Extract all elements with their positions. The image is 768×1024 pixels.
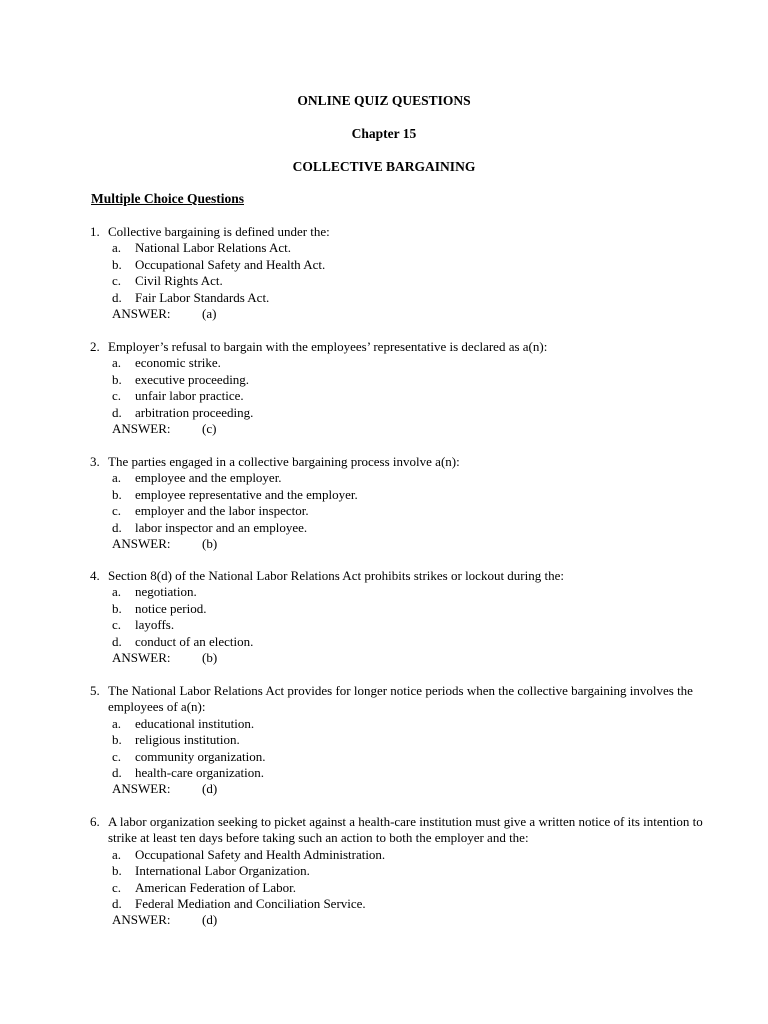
question-6 — [90, 814, 710, 929]
answer-option — [112, 847, 710, 863]
option-letter: d. — [112, 404, 122, 420]
answer-label: ANSWER: — [112, 781, 171, 797]
question-number: 4. — [90, 568, 100, 583]
answer-option — [112, 880, 710, 896]
answer-label: ANSWER: — [112, 421, 171, 437]
option-letter: d. — [112, 519, 122, 535]
answer-label: ANSWER: — [112, 912, 171, 928]
answer-value: (b) — [202, 536, 218, 552]
option-letter: b. — [112, 256, 122, 272]
option-text: Civil Rights Act. — [135, 273, 223, 289]
option-letter: b. — [112, 600, 122, 616]
answer-option — [112, 617, 710, 633]
option-text: employer and the labor inspector. — [135, 503, 309, 519]
answer-option — [112, 503, 710, 519]
answer-line — [112, 912, 710, 928]
answer-label: ANSWER: — [112, 306, 171, 322]
option-letter: d. — [112, 289, 122, 305]
question-number: 5. — [90, 683, 100, 698]
answer-option — [112, 405, 710, 421]
question-text: A labor organization seeking to picket against a health-care institution must give a written notice of its intention to strike at least ten days before taking such an action to both the employer and the: — [108, 814, 703, 846]
answer-option — [112, 257, 710, 273]
option-letter: c. — [112, 879, 122, 895]
answer-line — [112, 306, 710, 322]
chapter-heading: Chapter 15 — [351, 126, 417, 141]
option-letter: c. — [112, 273, 122, 289]
answer-option — [112, 732, 710, 748]
answer-option — [112, 584, 710, 600]
option-letter: c. — [112, 388, 122, 404]
option-text: employee and the employer. — [135, 470, 282, 486]
option-letter: a. — [112, 715, 122, 731]
answer-value: (b) — [202, 650, 218, 666]
question-text: The parties engaged in a collective bargaining process involve a(n): — [108, 454, 460, 469]
option-letter: b. — [112, 371, 122, 387]
answer-option — [112, 355, 710, 371]
option-letter: b. — [112, 863, 122, 879]
option-text: unfair labor practice. — [135, 388, 244, 404]
option-text: Federal Mediation and Conciliation Service. — [135, 896, 366, 912]
option-text: layoffs. — [135, 617, 175, 633]
option-text: American Federation of Labor. — [135, 879, 296, 895]
answer-line — [112, 781, 710, 797]
question-number: 2. — [90, 339, 100, 354]
answer-line — [112, 536, 710, 552]
option-text: Occupational Safety and Health Act. — [135, 256, 326, 272]
answer-value: (a) — [202, 306, 217, 322]
option-text: Fair Labor Standards Act. — [135, 289, 270, 305]
option-text: negotiation. — [135, 584, 197, 600]
answer-line — [112, 650, 710, 666]
question-2 — [90, 339, 710, 437]
answer-option — [112, 470, 710, 486]
question-stem — [90, 814, 710, 847]
answer-line — [112, 421, 710, 437]
option-letter: b. — [112, 732, 122, 748]
option-letter: b. — [112, 486, 122, 502]
option-text: notice period. — [135, 600, 207, 616]
option-letter: a. — [112, 470, 122, 486]
option-text: conduct of an election. — [135, 633, 254, 649]
answer-option — [112, 273, 710, 289]
question-5 — [90, 683, 710, 798]
answer-value: (d) — [202, 781, 218, 797]
question-stem — [90, 224, 710, 240]
question-text: Employer’s refusal to bargain with the employees’ representative is declared as a(n): — [108, 339, 548, 354]
question-3 — [90, 454, 710, 552]
answer-option — [112, 896, 710, 912]
question-stem — [90, 454, 710, 470]
question-4 — [90, 568, 710, 666]
option-letter: a. — [112, 240, 122, 256]
answer-option — [112, 749, 710, 765]
answer-value: (d) — [202, 912, 218, 928]
option-text: health-care organization. — [135, 765, 264, 781]
answer-option — [112, 240, 710, 256]
question-1 — [90, 224, 710, 322]
option-text: economic strike. — [135, 355, 221, 371]
question-text: The National Labor Relations Act provides for longer notice periods when the collective bargaining involves the employees of a(n): — [108, 683, 693, 715]
option-text: educational institution. — [135, 715, 255, 731]
answer-option — [112, 520, 710, 536]
option-letter: a. — [112, 355, 122, 371]
option-text: National Labor Relations Act. — [135, 240, 291, 256]
question-stem — [90, 339, 710, 355]
answer-option — [112, 372, 710, 388]
answer-option — [112, 290, 710, 306]
option-letter: d. — [112, 896, 122, 912]
answer-option — [112, 601, 710, 617]
option-text: employee representative and the employer. — [135, 486, 358, 502]
answer-option — [112, 765, 710, 781]
option-letter: c. — [112, 617, 122, 633]
answer-option — [112, 388, 710, 404]
option-text: Occupational Safety and Health Administration. — [135, 846, 386, 862]
option-text: community organization. — [135, 748, 266, 764]
option-text: executive proceeding. — [135, 371, 250, 387]
option-letter: a. — [112, 846, 122, 862]
question-text: Collective bargaining is defined under the: — [108, 224, 330, 239]
question-stem — [90, 568, 710, 584]
question-number: 3. — [90, 454, 100, 469]
answer-option — [112, 863, 710, 879]
answer-option — [112, 487, 710, 503]
option-text: labor inspector and an employee. — [135, 519, 308, 535]
option-text: International Labor Organization. — [135, 863, 310, 879]
question-text: Section 8(d) of the National Labor Relations Act prohibits strikes or lockout during the: — [108, 568, 564, 583]
option-letter: a. — [112, 584, 122, 600]
answer-option — [112, 634, 710, 650]
option-letter: d. — [112, 765, 122, 781]
option-text: religious institution. — [135, 732, 240, 748]
answer-option — [112, 716, 710, 732]
option-letter: d. — [112, 633, 122, 649]
question-number: 1. — [90, 224, 100, 239]
option-letter: c. — [112, 748, 122, 764]
question-number: 6. — [90, 814, 100, 829]
question-stem — [90, 683, 710, 716]
answer-label: ANSWER: — [112, 536, 171, 552]
option-text: arbitration proceeding. — [135, 404, 254, 420]
answer-label: ANSWER: — [112, 650, 171, 666]
topic-heading: COLLECTIVE BARGAINING — [292, 159, 476, 174]
answer-value: (c) — [202, 421, 217, 437]
option-letter: c. — [112, 503, 122, 519]
document-title: ONLINE QUIZ QUESTIONS — [297, 93, 471, 108]
section-title: Multiple Choice Questions — [91, 191, 245, 206]
